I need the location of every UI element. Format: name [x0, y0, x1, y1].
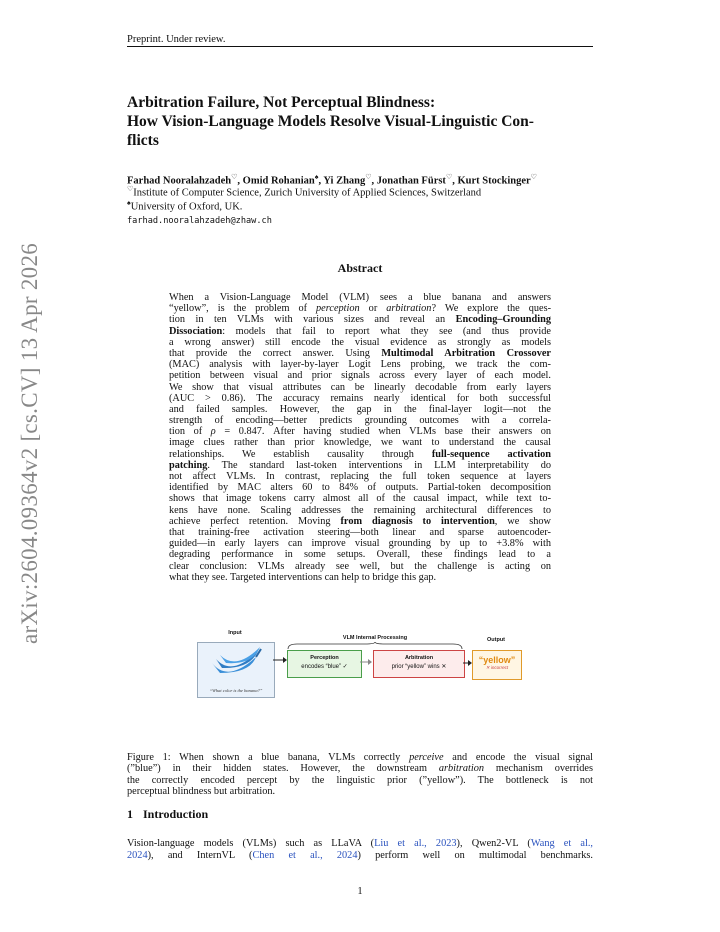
abstract-line — [169, 516, 551, 527]
title-line: How Vision-Language Models Resolve Visual-Linguistic Con- — [127, 113, 534, 130]
abstract-line — [169, 505, 551, 516]
output-box — [472, 650, 522, 680]
text-run: ), and InternVL ( — [147, 849, 253, 861]
text-run: a wrong answer) still encode the visual evidence as strongly as models — [169, 336, 551, 348]
author-name: Omid Rohanian — [242, 175, 315, 187]
affiliation-text: Institute of Computer Science, Zurich University of Applied Sciences, Switzerland — [133, 187, 482, 199]
intro-line — [127, 850, 593, 862]
process-bracket — [287, 642, 463, 650]
abstract-line — [169, 460, 551, 471]
abstract-line — [169, 370, 551, 381]
abstract-line — [169, 572, 551, 583]
abstract-line — [169, 404, 551, 415]
text-run: achieve perfect retention. Moving — [169, 515, 341, 527]
text-run: ), Qwen2-VL ( — [456, 838, 531, 849]
blue-banana-icon — [198, 643, 274, 687]
arbitration-text: prior “yellow” wins ✕ — [391, 664, 447, 670]
author-affiliation-mark: ♡ — [231, 173, 238, 181]
intro-paragraph — [127, 838, 593, 861]
perception-box — [287, 650, 362, 678]
text-run: arbitration — [438, 763, 485, 775]
text-run: We show that visual attributes can be linearly decodable from early layers — [169, 381, 551, 393]
text-run: , we show — [494, 515, 551, 527]
author-affiliation-mark: ♡ — [365, 173, 372, 181]
abstract-line — [169, 538, 551, 549]
text-run: Encoding–Grounding — [455, 314, 551, 326]
text-run: tion of — [169, 426, 211, 438]
input-question: “What color is the banana?” — [209, 688, 263, 693]
output-answer: “yellow” — [478, 655, 516, 665]
text-run: (”blue”) in their hidden states. However, the downstream — [127, 763, 439, 775]
abstract-line — [169, 314, 551, 325]
abstract-line — [169, 561, 551, 572]
text-run: kens have none. Scaling addresses the remaining architectural differences to — [169, 504, 551, 516]
text-run: from diagnosis to intervention — [340, 515, 495, 527]
perception-text: encodes “blue” ✓ — [301, 664, 348, 670]
arbitration-box — [373, 650, 465, 678]
author-affiliation-mark: ♡ — [445, 173, 453, 181]
text-run: ) perform well on multimodal benchmarks. — [357, 849, 593, 861]
abstract-line — [169, 437, 551, 448]
text-run: Multimodal Arbitration Crossover — [381, 347, 551, 359]
abstract-line — [169, 393, 551, 404]
affiliation-mark: ♡ — [127, 185, 134, 193]
text-run: mechanism overrides — [484, 763, 593, 775]
text-run: When a Vision-Language Model (VLM) sees a blue banana and answers — [169, 292, 551, 303]
abstract-line — [169, 382, 551, 393]
author-name: Jonathan Fürst — [376, 175, 446, 187]
affiliation-mark: ♠ — [127, 199, 131, 207]
caption-line — [127, 775, 593, 786]
text-run: clear conclusion: VLMs already see well, but the challenge is acting on — [169, 560, 551, 572]
text-run: and encode the visual signal — [443, 752, 593, 763]
text-run: : models that fail to report what they see (and thus provide — [222, 325, 551, 337]
title-line: Arbitration Failure, Not Perceptual Blindness: — [127, 94, 436, 111]
text-run: perceptual blindness but arbitration. — [127, 786, 276, 798]
text-run: that provide the correct answer. Using — [169, 347, 382, 359]
author-name: Farhad Nooralahzadeh — [127, 175, 232, 187]
text-run: the correctly encoded percept by the linguistic prior (”yellow”). The bottleneck is not — [127, 774, 593, 786]
text-run: = 0.847. After having studied when VLMs base their answers on — [215, 426, 551, 438]
text-run: (AUC > 0.86). The accuracy remains nearly identical for both successful — [169, 392, 551, 404]
citation-link[interactable]: Wang et al., — [530, 838, 593, 849]
text-run: strength of encoding—better predicts grounding outcomes with a correla- — [169, 415, 551, 427]
abstract-line — [169, 415, 551, 426]
text-run: guided—in early layers can improve visual grounding by up to +3.8% with — [169, 538, 551, 550]
caption-line — [127, 786, 593, 797]
text-run: identified by MAC alters 60 to 84% of outputs. Partial-token decomposition — [169, 482, 551, 494]
arrow-icon — [360, 658, 374, 666]
intro-line — [127, 838, 593, 850]
figure-process-label: VLM Internal Processing — [342, 635, 408, 641]
text-run: tion in ten VLMs with various sizes and reveal an — [169, 314, 456, 326]
figure-input-label: Input — [228, 630, 242, 636]
text-run: patching — [169, 459, 208, 471]
text-run: “yellow”, is the problem of — [169, 303, 317, 315]
caption-line — [127, 763, 593, 774]
abstract-line — [169, 326, 551, 337]
text-run: Vision-language models (VLMs) such as LLaVA ( — [127, 838, 375, 849]
figure-caption — [127, 752, 593, 798]
abstract-line — [169, 292, 551, 303]
text-run: shows that image tokens carry almost all of the causal impact, while text to- — [169, 493, 551, 505]
text-run: perceive — [409, 752, 444, 763]
abstract-line — [169, 471, 551, 482]
abstract-body — [169, 292, 551, 583]
section-title: Introduction — [143, 807, 209, 821]
author-list: Farhad Nooralahzadeh♡, Omid Rohanian♠, Yi Zhang♡, Jonathan Fürst♡, Kurt Stockinger♡ — [127, 173, 537, 187]
abstract-line — [169, 527, 551, 538]
text-run: ρ — [210, 426, 216, 438]
citation-link[interactable]: 2024 — [127, 849, 148, 861]
abstract-heading: Abstract — [337, 261, 383, 275]
caption-line — [127, 752, 593, 763]
perception-title: Perception — [310, 655, 339, 661]
header-rule — [127, 46, 593, 47]
affiliation-text: University of Oxford, UK. — [130, 201, 243, 213]
abstract-line — [169, 549, 551, 560]
text-run: relationships. We establish causality through — [169, 448, 432, 460]
figure-1 — [195, 628, 535, 740]
text-run: image clues rather than prior knowledge, we want to understand the causal — [169, 437, 551, 449]
section-number: 1 — [127, 807, 133, 821]
text-run: Figure 1: When shown a blue banana, VLMs correctly — [127, 752, 410, 763]
text-run: full-sequence activation — [431, 448, 551, 460]
text-run: petition between visual and prior signals across every layer of each model. — [169, 370, 551, 382]
text-run: . The standard last-token interventions in LLM interpretability do — [207, 459, 551, 471]
abstract-line — [169, 337, 551, 348]
contact-email[interactable]: farhad.nooralahzadeh@zhaw.ch — [127, 216, 272, 226]
running-head: Preprint. Under review. — [127, 34, 226, 45]
citation-link[interactable]: Chen et al., 2024 — [252, 849, 358, 861]
arbitration-title: Arbitration — [404, 655, 434, 661]
abstract-line — [169, 303, 551, 314]
text-run: (MAC) analysis with layer-by-layer Logit Lens probing, we track the com- — [169, 359, 551, 371]
page-number: 1 — [357, 886, 363, 897]
output-note: ✕ incorrect — [485, 665, 509, 670]
text-run: that training-free activation steering—both linear and sparse autoencoder- — [169, 526, 551, 538]
text-run: degrading performance in some setups. Overall, these findings lead to a — [169, 549, 551, 561]
input-image-panel — [197, 642, 275, 698]
abstract-line — [169, 449, 551, 460]
author-name: Yi Zhang — [323, 175, 366, 187]
section-heading — [127, 807, 208, 822]
text-run: ? We explore the ques- — [431, 303, 551, 315]
citation-link[interactable]: Liu et al., 2023 — [374, 838, 457, 849]
text-run: and failed samples. However, the gap in the final-layer logit—not the — [169, 403, 551, 415]
author-affiliation-mark: ♡ — [530, 173, 537, 181]
abstract-line — [169, 426, 551, 437]
text-run: Dissociation — [169, 325, 223, 337]
text-run: what they see. Targeted interventions can help to bridge this gap. — [169, 571, 437, 583]
abstract-line — [169, 493, 551, 504]
title-line: flicts — [127, 132, 159, 149]
abstract-line — [169, 482, 551, 493]
text-run: not affect VLMs. In contrast, replacing the full token sequence at layers — [169, 471, 551, 482]
figure-output-label: Output — [486, 637, 506, 643]
text-run: arbitration — [386, 303, 432, 315]
abstract-line — [169, 359, 551, 370]
arxiv-identifier: arXiv:2604.09364v2 [cs.CV] 13 Apr 2026 — [17, 242, 42, 644]
text-run: or — [359, 303, 387, 315]
affiliation-oxford — [127, 199, 242, 213]
author-name: Kurt Stockinger — [457, 175, 531, 187]
paper-title — [127, 93, 597, 150]
text-run: perception — [316, 303, 360, 315]
affiliation-zhaw — [127, 185, 481, 199]
abstract-line — [169, 348, 551, 359]
author-affiliation-mark: ♠ — [314, 173, 319, 181]
